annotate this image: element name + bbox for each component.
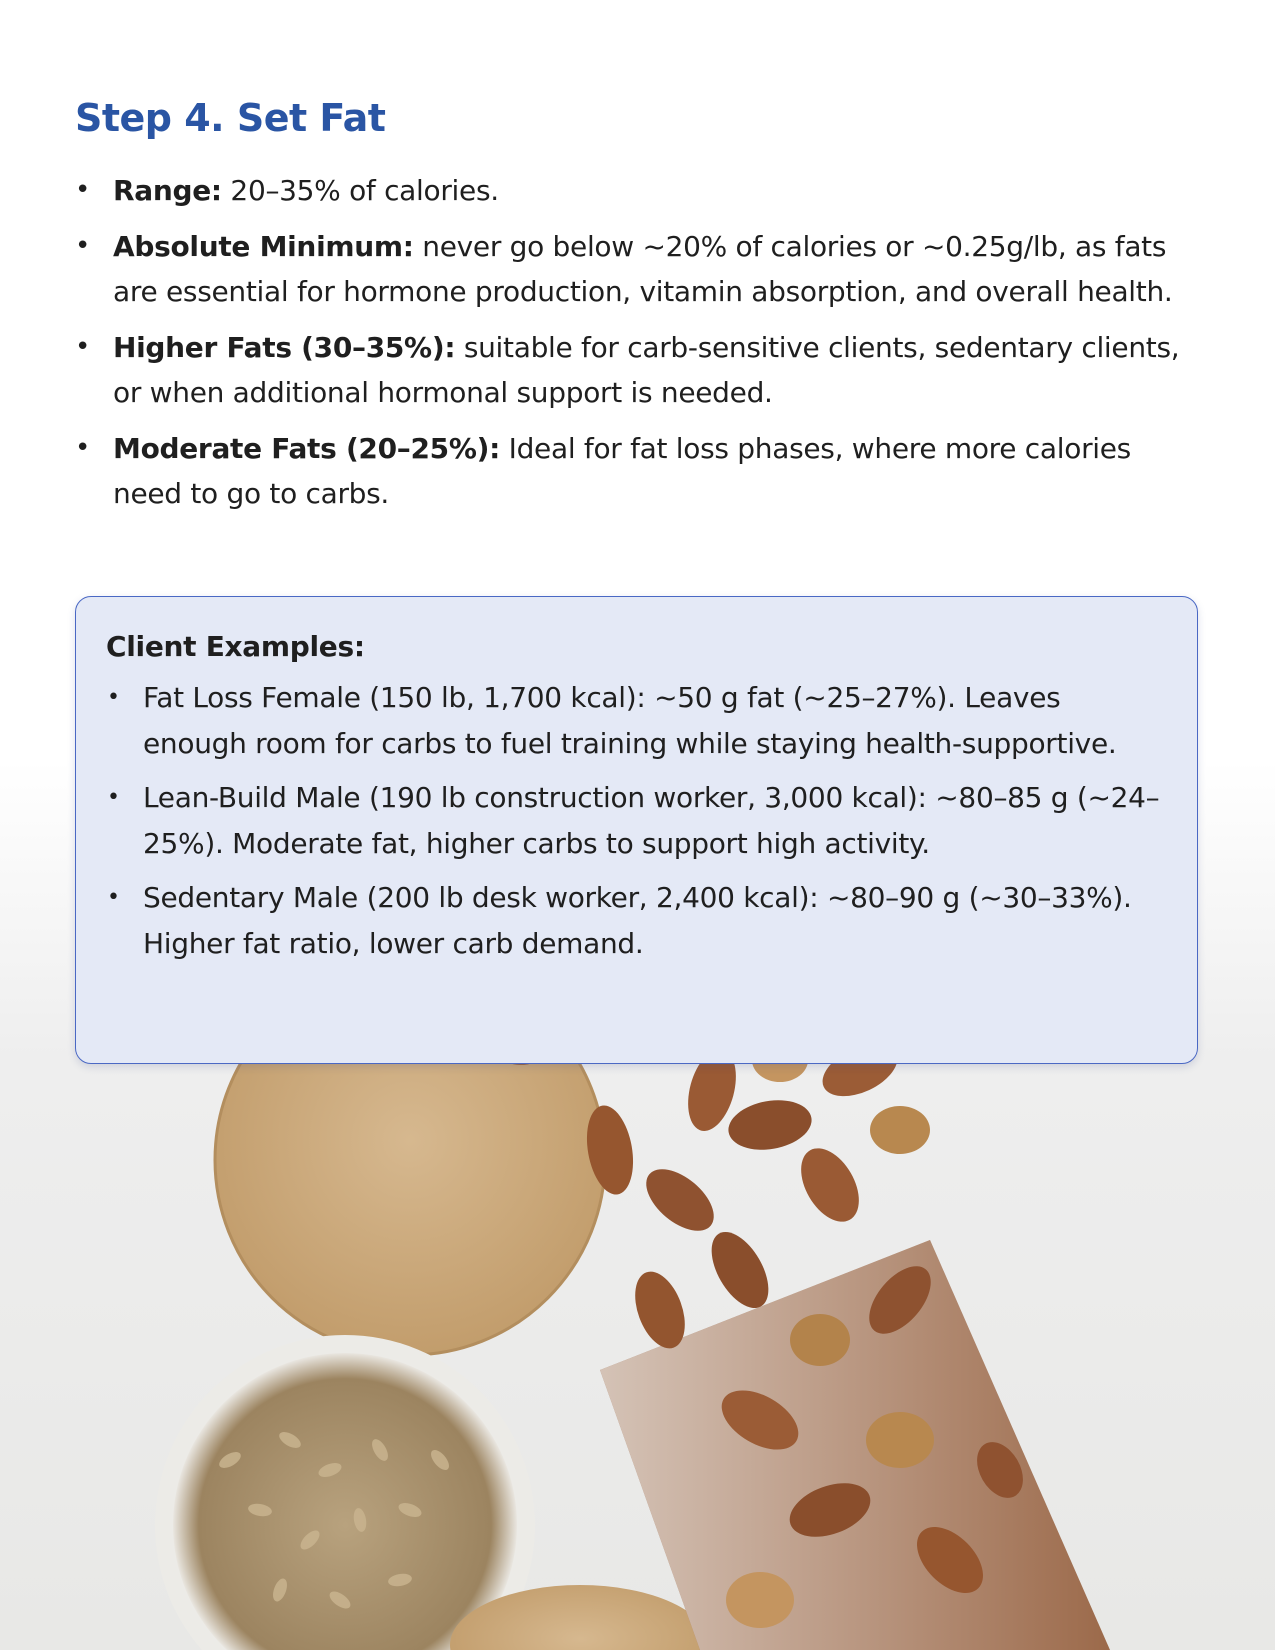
list-item — [75, 426, 1185, 517]
client-examples-title: Client Examples: — [106, 630, 365, 663]
list-item — [75, 325, 1185, 416]
nuts-photo — [0, 1040, 1275, 1650]
fat-guidelines-list — [75, 168, 1185, 527]
page-title: Step 4. Set Fat — [75, 96, 386, 140]
list-item-text: suitable for carb-sensitive clients, sedentary clients, or when additional hormonal support is needed. — [113, 330, 1180, 409]
list-item-lead: Range: — [113, 174, 222, 207]
list-item-lead: Moderate Fats (20–25%): — [113, 431, 501, 465]
cork-lid — [215, 1040, 605, 1355]
list-item — [75, 224, 1185, 315]
list-item-text: Ideal for fat loss phases, where more calories need to go to carbs. — [113, 431, 1131, 510]
list-item-text: never go below ~20% of calories or ~0.25g/lb, as fats are essential for hormone production, vitamin absorption, and overall health. — [113, 229, 1173, 308]
client-examples-box — [75, 596, 1198, 1064]
list-item-text: 20–35% of calories. — [221, 174, 499, 207]
example-item: • Sedentary Male (200 lb desk worker, 2,400 kcal): ~80–90 g (~30–33%). Higher fat ratio, lower carb demand. — [106, 875, 1167, 966]
client-examples-list — [106, 675, 1167, 966]
example-item: • Lean-Build Male (190 lb construction worker, 3,000 kcal): ~80–85 g (~24–25%). Moderate fat, higher carbs to support high activity. — [106, 775, 1167, 866]
list-item — [75, 168, 1185, 214]
example-item: • Fat Loss Female (150 lb, 1,700 kcal): ~50 g fat (~25–27%). Leaves enough room for carbs to fuel training while staying health-supportive. — [106, 675, 1167, 766]
list-item-lead: Absolute Minimum: — [113, 229, 414, 263]
list-item-lead: Higher Fats (30–35%): — [113, 330, 456, 364]
